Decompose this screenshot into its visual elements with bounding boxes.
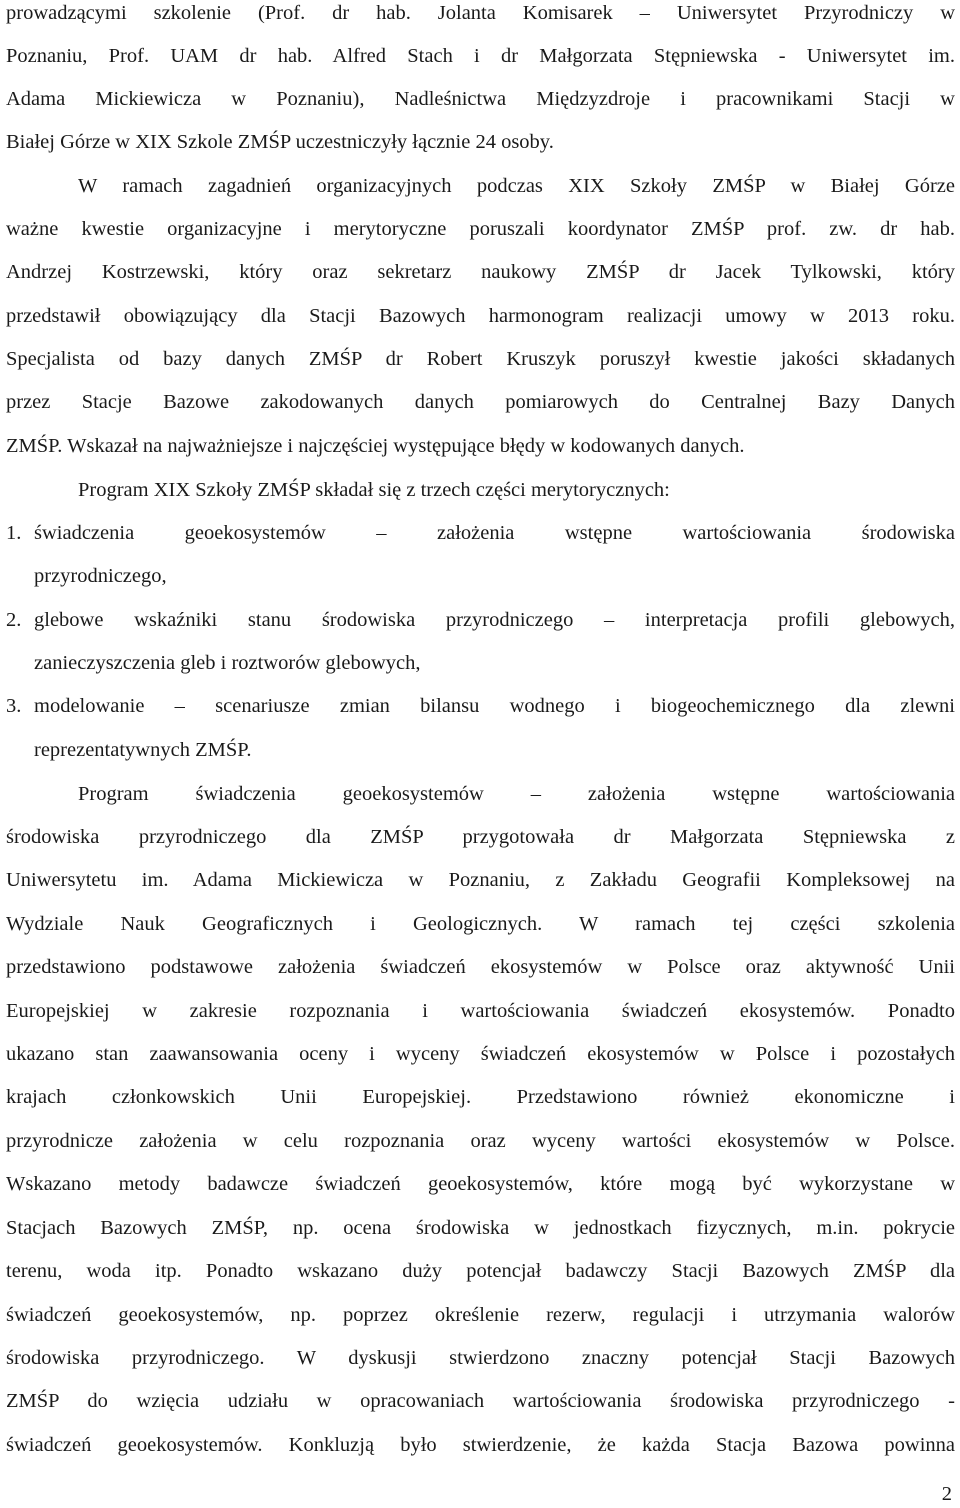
text-line: Stacjach Bazowych ZMŚP, np. ocena środowiska w jednostkach fizycznych, m.in. pokrycie xyxy=(6,1217,955,1239)
text-line: zanieczyszczenia gleb i roztworów glebowych, xyxy=(34,652,421,674)
text-line: Adama Mickiewicza w Poznaniu), Nadleśnictwa Międzyzdroje i pracownikami Stacji w xyxy=(6,88,955,110)
text-line: glebowe wskaźniki stanu środowiska przyrodniczego – interpretacja profili glebowych, xyxy=(34,609,955,631)
text-line: ważne kwestie organizacyjne i merytoryczne poruszali koordynator ZMŚP prof. zw. dr hab. xyxy=(6,218,955,240)
text-line: świadczenia geoekosystemów – założenia wstępne wartościowania środowiska xyxy=(34,522,955,544)
text-line: Europejskiej w zakresie rozpoznania i wartościowania świadczeń ekosystemów. Ponadto xyxy=(6,1000,955,1022)
text-line: Poznaniu, Prof. UAM dr hab. Alfred Stach i dr Małgorzata Stępniewska - Uniwersytet im. xyxy=(6,45,955,67)
text-line: Specjalista od bazy danych ZMŚP dr Robert Kruszyk poruszył kwestie jakości składanych xyxy=(6,348,955,370)
text-line: Uniwersytetu im. Adama Mickiewicza w Poznaniu, z Zakładu Geografii Kompleksowej na xyxy=(6,869,955,891)
text-line: Białej Górze w XIX Szkole ZMŚP uczestniczyły łącznie 24 osoby. xyxy=(6,131,554,153)
text-line: przyrodnicze założenia w celu rozpoznania oraz wyceny wartości ekosystemów w Polsce. xyxy=(6,1130,955,1152)
text-line: przyrodniczego, xyxy=(34,565,167,587)
text-line: modelowanie – scenariusze zmian bilansu wodnego i biogeochemicznego dla zlewni xyxy=(34,695,955,717)
text-line: świadczeń geoekosystemów. Konkluzją było stwierdzenie, że każda Stacja Bazowa powinna xyxy=(6,1434,955,1456)
text-line: Program świadczenia geoekosystemów – założenia wstępne wartościowania xyxy=(78,783,955,805)
text-line: świadczeń geoekosystemów, np. poprzez określenie rezerw, regulacji i utrzymania walorów xyxy=(6,1304,955,1326)
text-line: reprezentatywnych ZMŚP. xyxy=(34,739,252,761)
text-line: W ramach zagadnień organizacyjnych podczas XIX Szkoły ZMŚP w Białej Górze xyxy=(78,175,955,197)
text-line: przez Stacje Bazowe zakodowanych danych pomiarowych do Centralnej Bazy Danych xyxy=(6,391,955,413)
text-line: krajach członkowskich Unii Europejskiej. Przedstawiono również ekonomiczne i xyxy=(6,1086,955,1108)
text-line: ukazano stan zaawansowania oceny i wyceny świadczeń ekosystemów w Polsce i pozostałych xyxy=(6,1043,955,1065)
text-line: Wydziale Nauk Geograficznych i Geologicznych. W ramach tej części szkolenia xyxy=(6,913,955,935)
list-number: 1. xyxy=(6,522,22,544)
text-line: terenu, woda itp. Ponadto wskazano duży potencjał badawczy Stacji Bazowych ZMŚP dla xyxy=(6,1260,955,1282)
text-line: Wskazano metody badawcze świadczeń geoekosystemów, które mogą być wykorzystane w xyxy=(6,1173,955,1195)
text-line: przedstawiono podstawowe założenia świadczeń ekosystemów w Polsce oraz aktywność Unii xyxy=(6,956,955,978)
list-number: 2. xyxy=(6,609,22,631)
text-line: Andrzej Kostrzewski, który oraz sekretarz naukowy ZMŚP dr Jacek Tylkowski, który xyxy=(6,261,955,283)
list-number: 3. xyxy=(6,695,22,717)
text-line: prowadzącymi szkolenie (Prof. dr hab. Jolanta Komisarek – Uniwersytet Przyrodniczy w xyxy=(6,2,955,24)
text-line: ZMŚP do wzięcia udziału w opracowaniach wartościowania środowiska przyrodniczego - xyxy=(6,1390,955,1412)
text-line: środowiska przyrodniczego. W dyskusji stwierdzono znaczny potencjał Stacji Bazowych xyxy=(6,1347,955,1369)
program-intro: Program XIX Szkoły ZMŚP składał się z trzech części merytorycznych: xyxy=(78,479,670,501)
page-number: 2 xyxy=(941,1483,952,1505)
text-line: ZMŚP. Wskazał na najważniejsze i najczęściej występujące błędy w kodowanych danych. xyxy=(6,435,745,457)
text-line: przedstawił obowiązujący dla Stacji Bazowych harmonogram realizacji umowy w 2013 roku. xyxy=(6,305,955,327)
text-line: środowiska przyrodniczego dla ZMŚP przygotowała dr Małgorzata Stępniewska z xyxy=(6,826,955,848)
